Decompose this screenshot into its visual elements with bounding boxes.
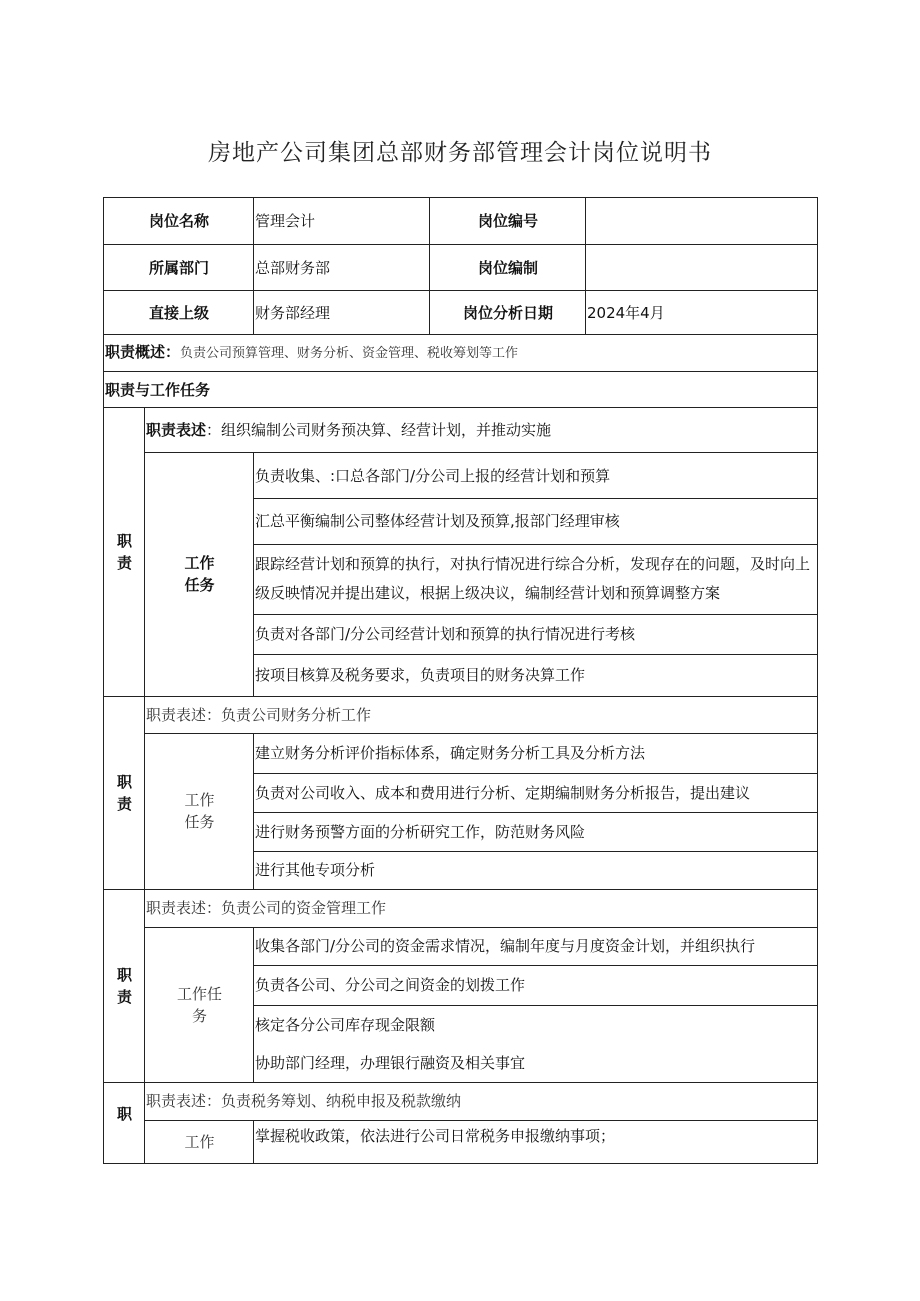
duty-2-task-4: 进行其他专项分析 bbox=[254, 851, 818, 889]
duty-3-task-3: 核定各分公司库存现金限额 bbox=[254, 1005, 818, 1044]
section-title: 职责与工作任务 bbox=[104, 372, 818, 408]
duty-1-desc-row bbox=[104, 408, 818, 453]
duty-2-desc-text: 职责表述：负责公司财务分析工作 bbox=[145, 696, 818, 733]
duty-3-label: 职 责 bbox=[104, 889, 145, 1082]
duty-2-task-3: 进行财务预警方面的分析研究工作，防范财务风险 bbox=[254, 812, 818, 851]
duty-3-task-2: 负责各公司、分公司之间资金的划拨工作 bbox=[254, 965, 818, 1005]
overview-text: 负责公司预算管理、财务分析、资金管理、税收筹划等工作 bbox=[180, 346, 519, 361]
value-analysis-date: 2024年4月 bbox=[586, 291, 818, 335]
label-position-name: 岗位名称 bbox=[104, 198, 254, 245]
duty-1-desc-text: ：组织编制公司财务预决算、经营计划，并推动实施 bbox=[206, 421, 552, 439]
duty-2-desc-row bbox=[104, 696, 818, 733]
duty-1-task-4: 负责对各部门/分公司经营计划和预算的执行情况进行考核 bbox=[254, 614, 818, 654]
duty-4-task-row bbox=[104, 1120, 818, 1163]
header-row-1 bbox=[104, 198, 818, 245]
duty-4-desc-row bbox=[104, 1082, 818, 1120]
duty-2-task-1: 建立财务分析评价指标体系，确定财务分析工具及分析方法 bbox=[254, 733, 818, 773]
duty-1-label: 职 责 bbox=[104, 408, 145, 697]
overview-row bbox=[104, 335, 818, 372]
section-title-row bbox=[104, 372, 818, 408]
duty-2-task-row bbox=[104, 733, 818, 773]
duty-2-task-2: 负责对公司收入、成本和费用进行分析、定期编制财务分析报告，提出建议 bbox=[254, 773, 818, 812]
job-description-table bbox=[103, 197, 818, 1164]
overview-label: 职责概述： bbox=[105, 343, 181, 361]
duty-4-task-1: 掌握税收政策，依法进行公司日常税务申报缴纳事项； bbox=[254, 1120, 818, 1163]
duty-2-work-label: 工作 任务 bbox=[145, 733, 254, 889]
label-headcount: 岗位编制 bbox=[430, 245, 586, 291]
duty-1-task-1: 负责收集、:口总各部门/分公司上报的经营计划和预算 bbox=[254, 453, 818, 499]
duty-4-label: 职 bbox=[104, 1082, 145, 1163]
duty-4-desc-text: 职责表述：负责税务筹划、纳税申报及税款缴纳 bbox=[145, 1082, 818, 1120]
duty-3-task-4: 协助部门经理，办理银行融资及相关事宜 bbox=[254, 1044, 818, 1082]
duty-1-task-row bbox=[104, 453, 818, 499]
document-title: 房地产公司集团总部财务部管理会计岗位说明书 bbox=[208, 140, 712, 166]
duty-3-work-label: 工作任 务 bbox=[145, 927, 254, 1082]
value-position-code bbox=[586, 198, 818, 245]
duty-1-task-5: 按项目核算及税务要求，负责项目的财务决算工作 bbox=[254, 654, 818, 696]
duty-4-work-label: 工作 bbox=[145, 1120, 254, 1163]
label-supervisor: 直接上级 bbox=[104, 291, 254, 335]
value-headcount bbox=[586, 245, 818, 291]
duty-3-desc-text: 职责表述：负责公司的资金管理工作 bbox=[145, 889, 818, 927]
duty-3-task-1: 收集各部门/分公司的资金需求情况，编制年度与月度资金计划，并组织执行 bbox=[254, 927, 818, 965]
label-department: 所属部门 bbox=[104, 245, 254, 291]
header-row-3 bbox=[104, 291, 818, 335]
duty-1-task-3: 跟踪经营计划和预算的执行，对执行情况进行综合分析，发现存在的问题，及时向上级反映情况并提出建议，根据上级决议，编制经营计划和预算调整方案 bbox=[254, 544, 818, 614]
value-position-name: 管理会计 bbox=[254, 198, 430, 245]
duty-2-label: 职 责 bbox=[104, 696, 145, 889]
value-supervisor: 财务部经理 bbox=[254, 291, 430, 335]
duty-1-task-2: 汇总平衡编制公司整体经营计划及预算,报部门经理审核 bbox=[254, 499, 818, 544]
label-analysis-date: 岗位分析日期 bbox=[430, 291, 586, 335]
header-row-2 bbox=[104, 245, 818, 291]
duty-3-desc-row bbox=[104, 889, 818, 927]
value-department: 总部财务部 bbox=[254, 245, 430, 291]
duty-3-task-row bbox=[104, 927, 818, 965]
label-position-code: 岗位编号 bbox=[430, 198, 586, 245]
duty-1-desc-label: 职责表述 bbox=[146, 421, 207, 439]
duty-1-work-label: 工作 任务 bbox=[145, 453, 254, 697]
